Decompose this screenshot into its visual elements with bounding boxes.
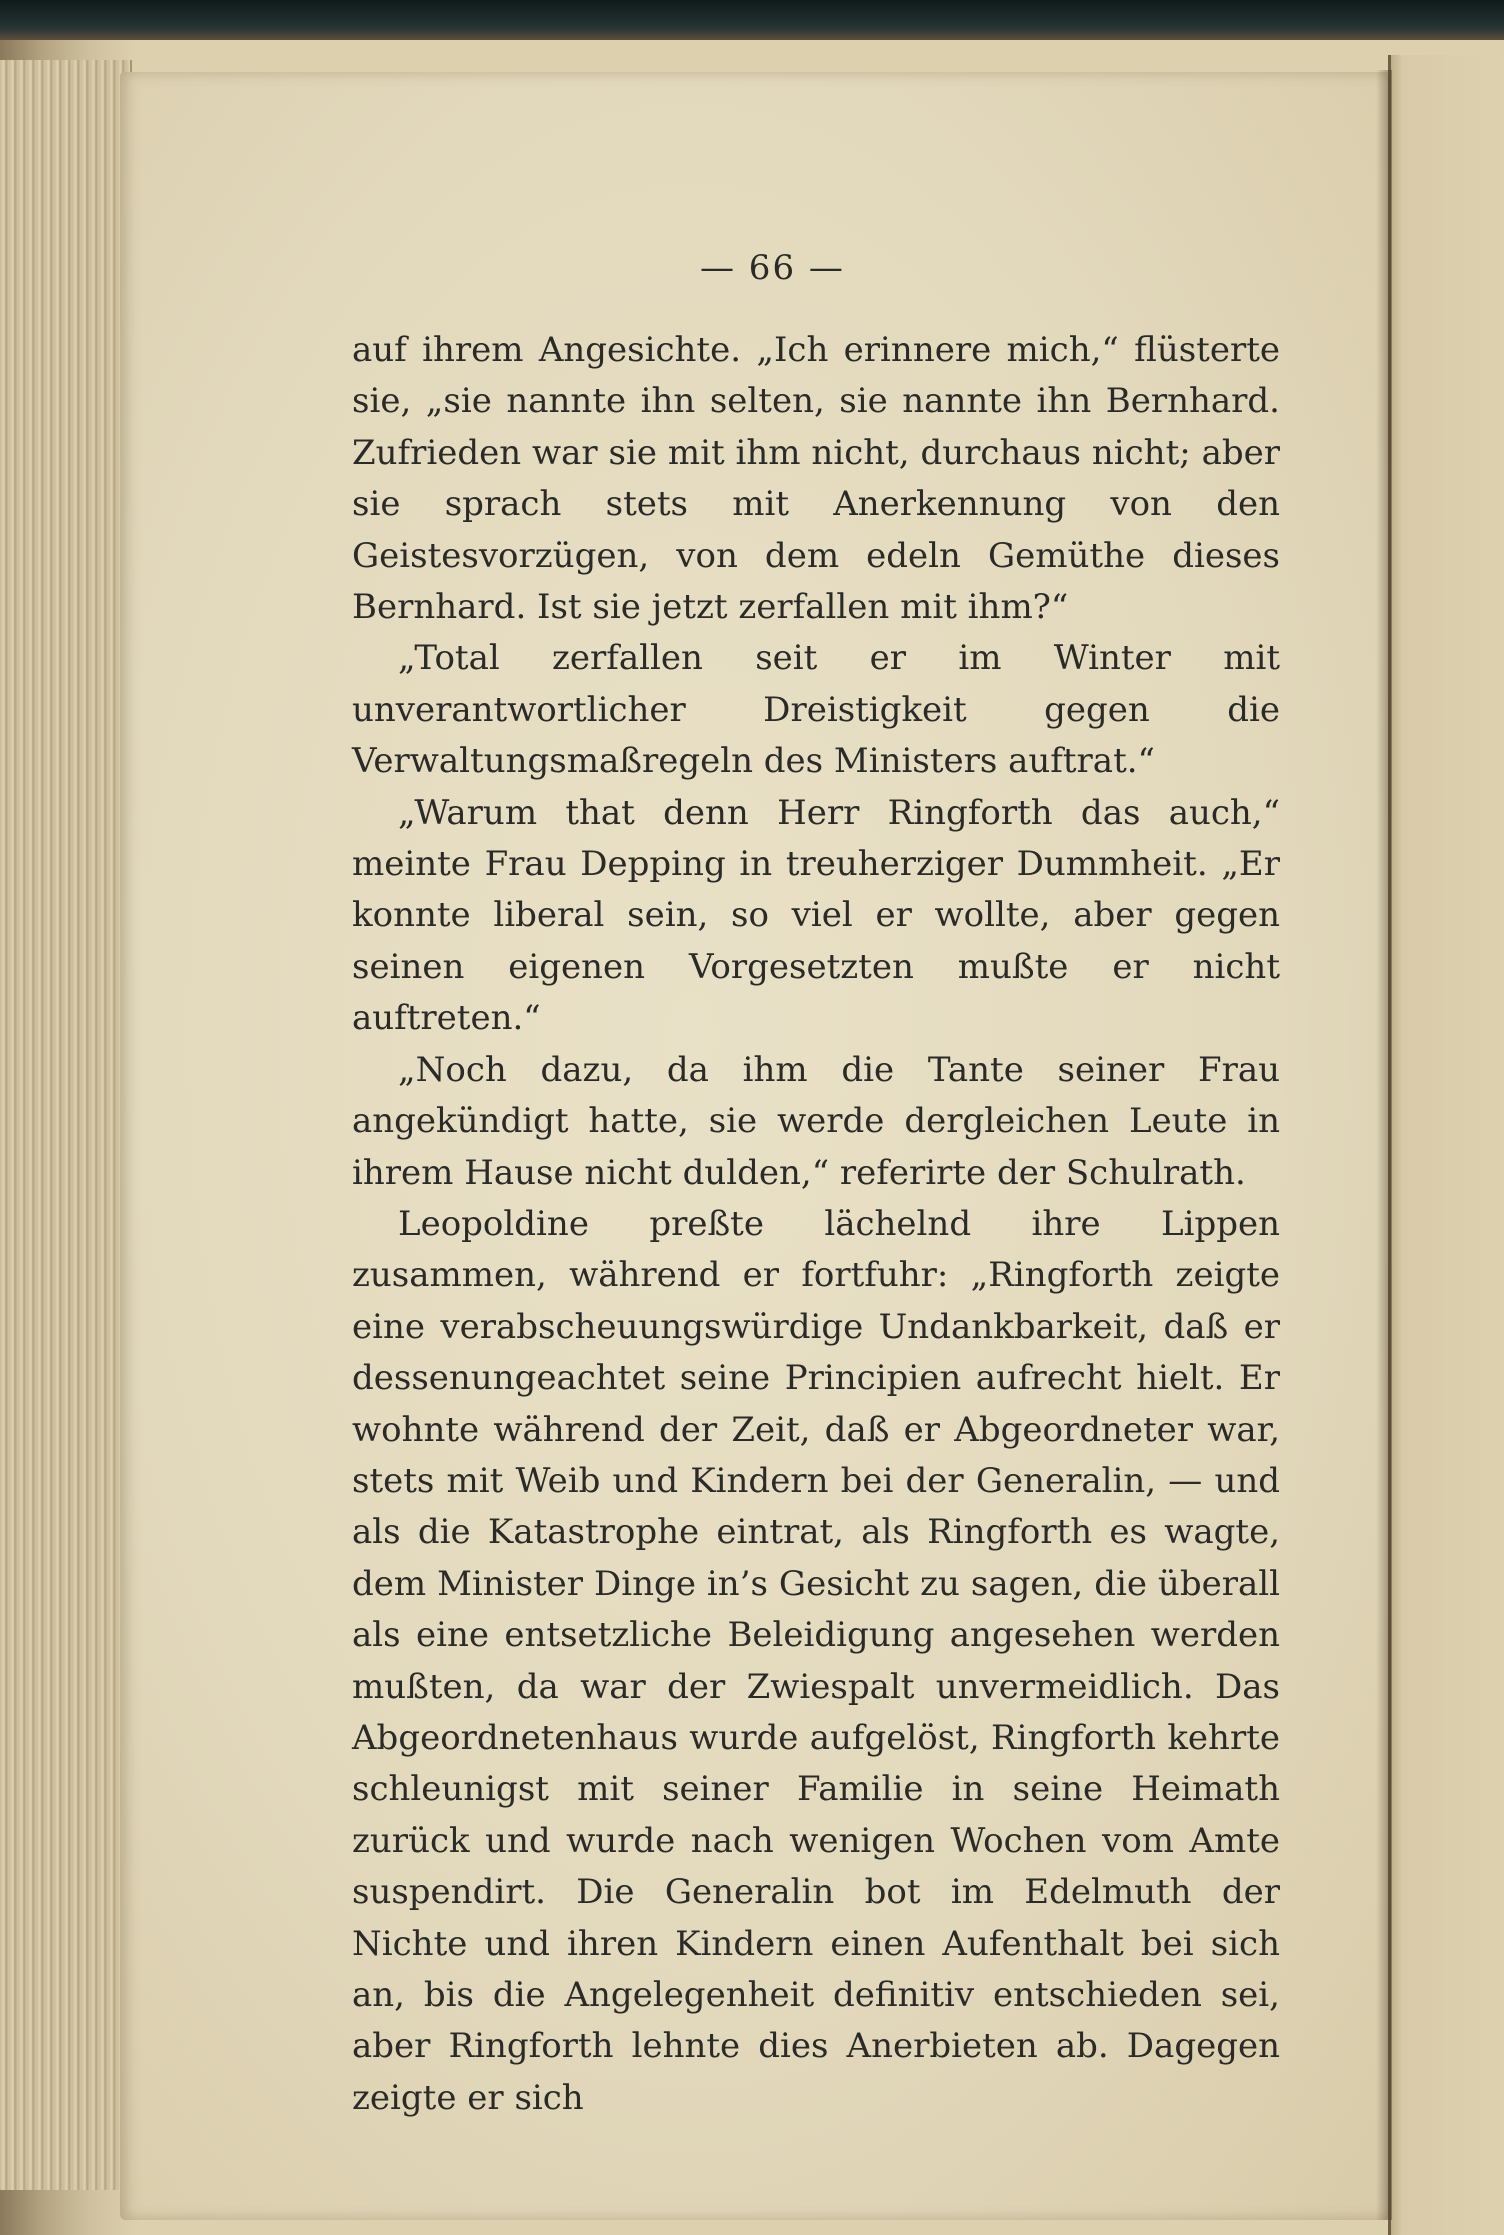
- paragraph-4: „Noch dazu, da ihm die Tante seiner Frau angekündigt hatte, sie werde dergleichen Leute in ihrem Hause nicht dulden,“ referirte der Schulrath.: [352, 1049, 1280, 1193]
- page-body-text: [352, 325, 1280, 2124]
- paragraph-3: „Warum that denn Herr Ringforth das auch,“ meinte Frau Depping in treuherziger Dummheit. „Er konnte liberal sein, so viel er wollte, aber gegen seinen eigenen Vorgesetzten mußte er nicht auftreten.“: [352, 792, 1280, 1039]
- facing-page-edge: [1388, 55, 1504, 2235]
- paragraph-5: Leopoldine preßte lächelnd ihre Lippen zusammen, während er fortfuhr: „Ringforth zeigte eine verabscheuungswürdige Undankbarkeit, daß er dessenungeachtet seine Principien aufrecht hielt. Er wohnte während der Zeit, daß er Abgeordneter war, stets mit Weib und Kindern bei der Generalin, — und als die Katastrophe eintrat, als Ringforth es wagte, dem Minister Dinge in’s Gesicht zu sagen, die überall als eine entsetzliche Beleidigung angesehen werden mußten, da war der Zwiespalt unvermeidlich. Das Abgeordnetenhaus wurde aufgelöst, Ringforth kehrte schleunigst mit seiner Familie in seine Heimath zurück und wurde nach wenigen Wochen vom Amte suspendirt. Die Generalin bot im Edelmuth der Nichte und ihren Kindern einen Aufenthalt bei sich an, bis die Angelegenheit definitiv entschieden sei, aber Ringforth lehnte dies Anerbieten ab. Dagegen zeigte er sich: [352, 1203, 1280, 2118]
- paragraph-2: „Total zerfallen seit er im Winter mit unverantwortlicher Dreistigkeit gegen die Verwaltungsmaßregeln des Ministers auftrat.“: [352, 638, 1280, 782]
- page-number: — 66 —: [700, 248, 845, 288]
- paragraph-1: auf ihrem Angesichte. „Ich erinnere mich,“ flüsterte sie, „sie nannte ihn selten, sie nannte ihn Bernhard. Zufrieden war sie mit ihm nicht, durchaus nicht; aber sie sprach stets mit Anerkennung von den Geistesvorzügen, von dem edeln Gemüthe dieses Bernhard. Ist sie jetzt zerfallen mit ihm?“: [352, 330, 1280, 628]
- page-stack-edges: [0, 60, 132, 2190]
- gutter-shadow: [1376, 70, 1392, 2220]
